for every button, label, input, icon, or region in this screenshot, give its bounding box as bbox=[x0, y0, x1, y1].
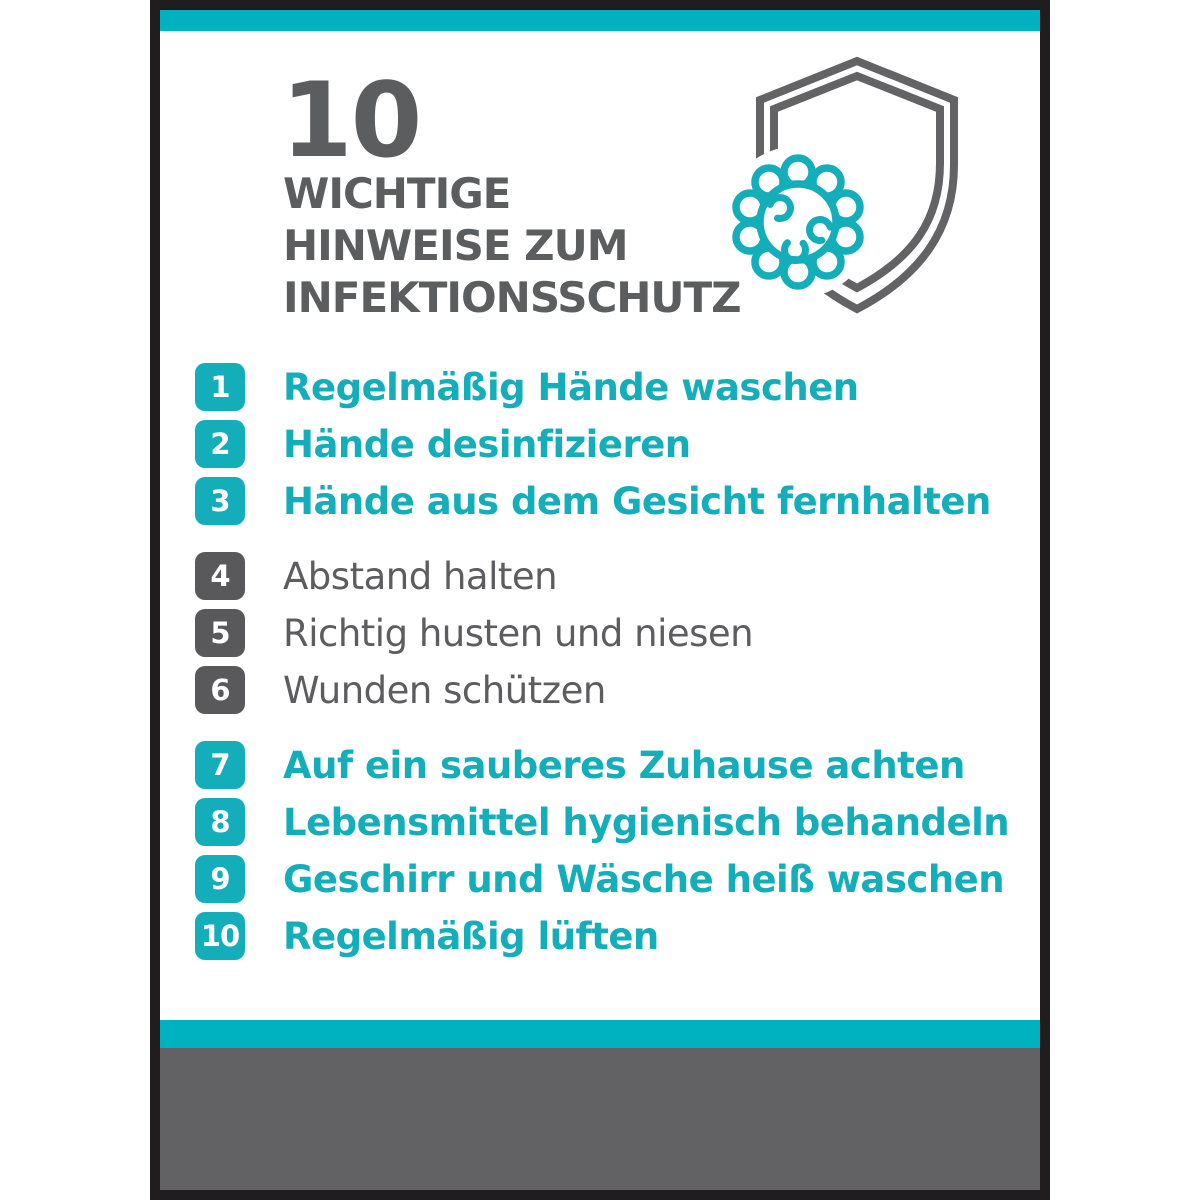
item-number-badge: 3 bbox=[195, 477, 245, 525]
item-number-badge: 9 bbox=[195, 855, 245, 903]
list-item bbox=[195, 609, 1009, 657]
item-label: Geschirr und Wäsche heiß waschen bbox=[283, 857, 1005, 901]
top-accent-bar bbox=[160, 10, 1040, 31]
list-item bbox=[195, 363, 1009, 411]
item-label: Wunden schützen bbox=[283, 668, 606, 712]
list-item bbox=[195, 666, 1009, 714]
item-number-badge: 8 bbox=[195, 798, 245, 846]
header-big-number: 10 bbox=[281, 61, 421, 181]
poster-title bbox=[283, 168, 741, 324]
tips-list bbox=[195, 363, 1009, 969]
item-label: Regelmäßig lüften bbox=[283, 914, 659, 958]
list-item bbox=[195, 420, 1009, 468]
item-label: Hände aus dem Gesicht fernhalten bbox=[283, 479, 991, 523]
item-number-badge: 7 bbox=[195, 741, 245, 789]
item-label: Abstand halten bbox=[283, 554, 558, 598]
list-item bbox=[195, 477, 1009, 525]
footer-band bbox=[160, 1048, 1040, 1190]
bottom-accent-stripe bbox=[160, 1020, 1040, 1048]
item-label: Regelmäßig Hände waschen bbox=[283, 365, 859, 409]
item-number-badge: 4 bbox=[195, 552, 245, 600]
shield-virus-icon bbox=[715, 55, 965, 315]
item-number-badge: 5 bbox=[195, 609, 245, 657]
list-item bbox=[195, 741, 1009, 789]
item-number-badge: 2 bbox=[195, 420, 245, 468]
item-number-badge: 1 bbox=[195, 363, 245, 411]
item-label: Auf ein sauberes Zuhause achten bbox=[283, 743, 965, 787]
item-label: Lebensmittel hygienisch behandeln bbox=[283, 800, 1010, 844]
list-item bbox=[195, 552, 1009, 600]
title-line-3: INFEKTIONSSCHUTZ bbox=[283, 273, 741, 322]
item-number-badge: 10 bbox=[195, 912, 245, 960]
item-label: Hände desinfizieren bbox=[283, 422, 691, 466]
item-label: Richtig husten und niesen bbox=[283, 611, 754, 655]
virus-icon bbox=[722, 146, 874, 298]
title-line-2: HINWEISE ZUM bbox=[283, 221, 628, 270]
list-item bbox=[195, 912, 1009, 960]
title-line-1: WICHTIGE bbox=[283, 169, 511, 218]
item-number-badge: 6 bbox=[195, 666, 245, 714]
list-item bbox=[195, 855, 1009, 903]
poster bbox=[150, 0, 1050, 1200]
list-item bbox=[195, 798, 1009, 846]
